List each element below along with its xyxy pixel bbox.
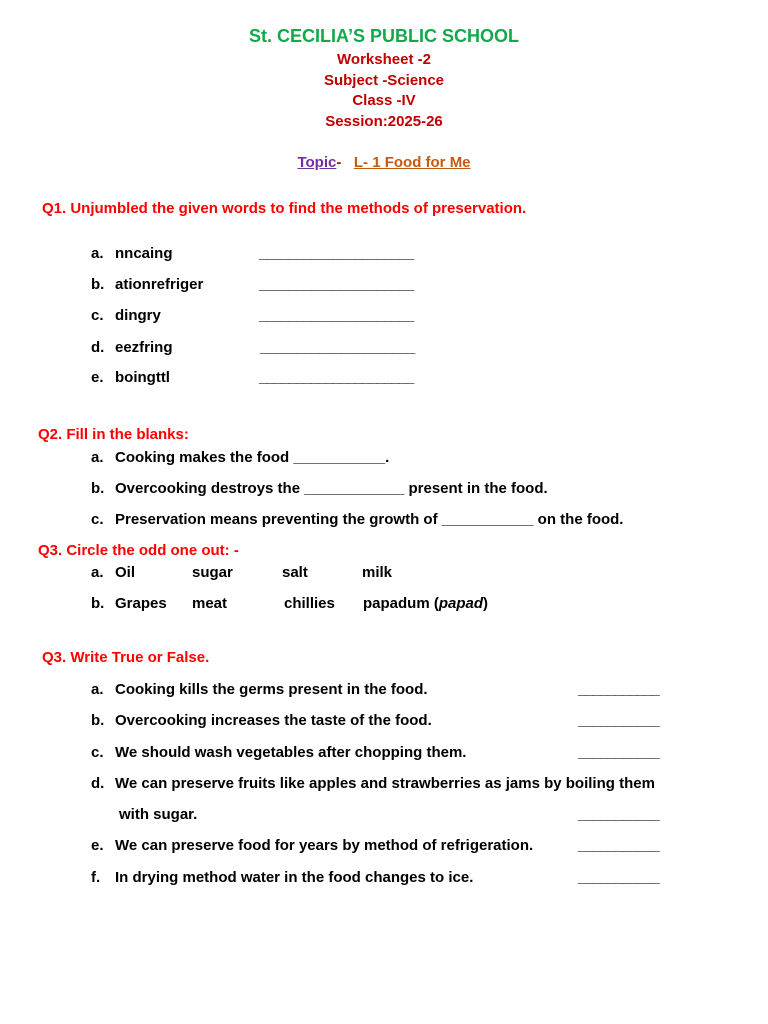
q3-row-label: a. — [91, 564, 104, 581]
q1-item-word: boingttl — [115, 369, 170, 386]
topic-label: Topic — [297, 154, 337, 171]
q2-item-text: Cooking makes the food ___________. — [115, 449, 390, 466]
q1-item-label: b. — [91, 276, 105, 293]
odd-option[interactable]: milk — [362, 564, 393, 581]
tf-item-text: In drying method water in the food changes to ice. — [115, 869, 474, 886]
tf-item-label: d. — [91, 775, 105, 792]
odd-option-italic: papad — [438, 595, 484, 612]
q2-item-label: a. — [91, 449, 104, 466]
tf-item-label: f. — [91, 869, 101, 886]
odd-option[interactable]: chillies — [284, 595, 335, 612]
odd-option[interactable] — [363, 595, 488, 612]
odd-option[interactable]: sugar — [192, 564, 233, 581]
q1-item-label: e. — [91, 369, 104, 386]
odd-option[interactable]: Grapes — [115, 595, 167, 612]
odd-option[interactable]: meat — [192, 595, 228, 612]
tf-item-text: We can preserve food for years by method of refrigeration. — [115, 837, 534, 854]
tf-answer-blank[interactable]: ___________ — [578, 712, 659, 729]
q1-answer-blank[interactable]: _____________________ — [260, 339, 415, 356]
worksheet-number: Worksheet -2 — [337, 51, 431, 68]
topic-line — [0, 154, 768, 171]
tf-item-label: e. — [91, 837, 104, 854]
q1-item-word: eezfring — [115, 339, 173, 356]
odd-option-text: papadum ( — [363, 595, 439, 612]
q3-title: Q3. Circle the odd one out: - — [38, 542, 239, 559]
q1-item-word: nncaing — [115, 245, 173, 262]
tf-answer-blank[interactable]: ___________ — [578, 681, 659, 698]
q1-answer-blank[interactable]: _____________________ — [259, 245, 414, 262]
q2-item-text: Overcooking destroys the ____________ present in the food. — [115, 480, 548, 497]
q1-item-word: dingry — [115, 307, 161, 324]
topic-title: L- 1 Food for Me — [353, 154, 471, 171]
q2-title: Q2. Fill in the blanks: — [38, 426, 189, 443]
q1-answer-blank[interactable]: _____________________ — [259, 276, 414, 293]
tf-item-text: We should wash vegetables after chopping them. — [115, 744, 467, 761]
tf-answer-blank[interactable]: ___________ — [578, 806, 659, 823]
tf-answer-blank[interactable]: ___________ — [578, 837, 659, 854]
q3-row-label: b. — [91, 595, 105, 612]
session: Session:2025-26 — [325, 113, 443, 130]
tf-item-text: Overcooking increases the taste of the food. — [115, 712, 432, 729]
school-name: St. CECILIA’S PUBLIC SCHOOL — [248, 26, 520, 46]
q1-title: Q1. Unjumbled the given words to find the methods of preservation. — [42, 200, 527, 217]
q2-item-label: b. — [91, 480, 105, 497]
subject: Subject -Science — [323, 72, 445, 89]
q1-answer-blank[interactable]: _____________________ — [259, 369, 414, 386]
q2-item-label: c. — [91, 511, 104, 528]
tf-item-text-continued: with sugar. — [119, 806, 198, 823]
odd-option-close: ) — [483, 595, 489, 612]
tf-item-label: c. — [91, 744, 104, 761]
odd-option[interactable]: Oil — [115, 564, 136, 581]
topic-dash: - — [336, 154, 342, 171]
class-level: Class -IV — [352, 92, 416, 109]
q1-answer-blank[interactable]: _____________________ — [259, 307, 414, 324]
tf-item-text: We can preserve fruits like apples and strawberries as jams by boiling them — [115, 775, 655, 792]
tf-item-label: b. — [91, 712, 105, 729]
tf-item-label: a. — [91, 681, 104, 698]
q1-item-label: a. — [91, 245, 104, 262]
odd-option[interactable]: salt — [282, 564, 308, 581]
tf-answer-blank[interactable]: ___________ — [578, 744, 659, 761]
tf-item-text: Cooking kills the germs present in the food. — [115, 681, 428, 698]
q1-item-label: d. — [91, 339, 105, 356]
tf-answer-blank[interactable]: ___________ — [578, 869, 659, 886]
q4-title: Q3. Write True or False. — [42, 649, 210, 666]
q1-item-label: c. — [91, 307, 104, 324]
q1-item-word: ationrefriger — [115, 276, 204, 293]
q2-item-text: Preservation means preventing the growth of ___________ on the food. — [115, 511, 624, 528]
